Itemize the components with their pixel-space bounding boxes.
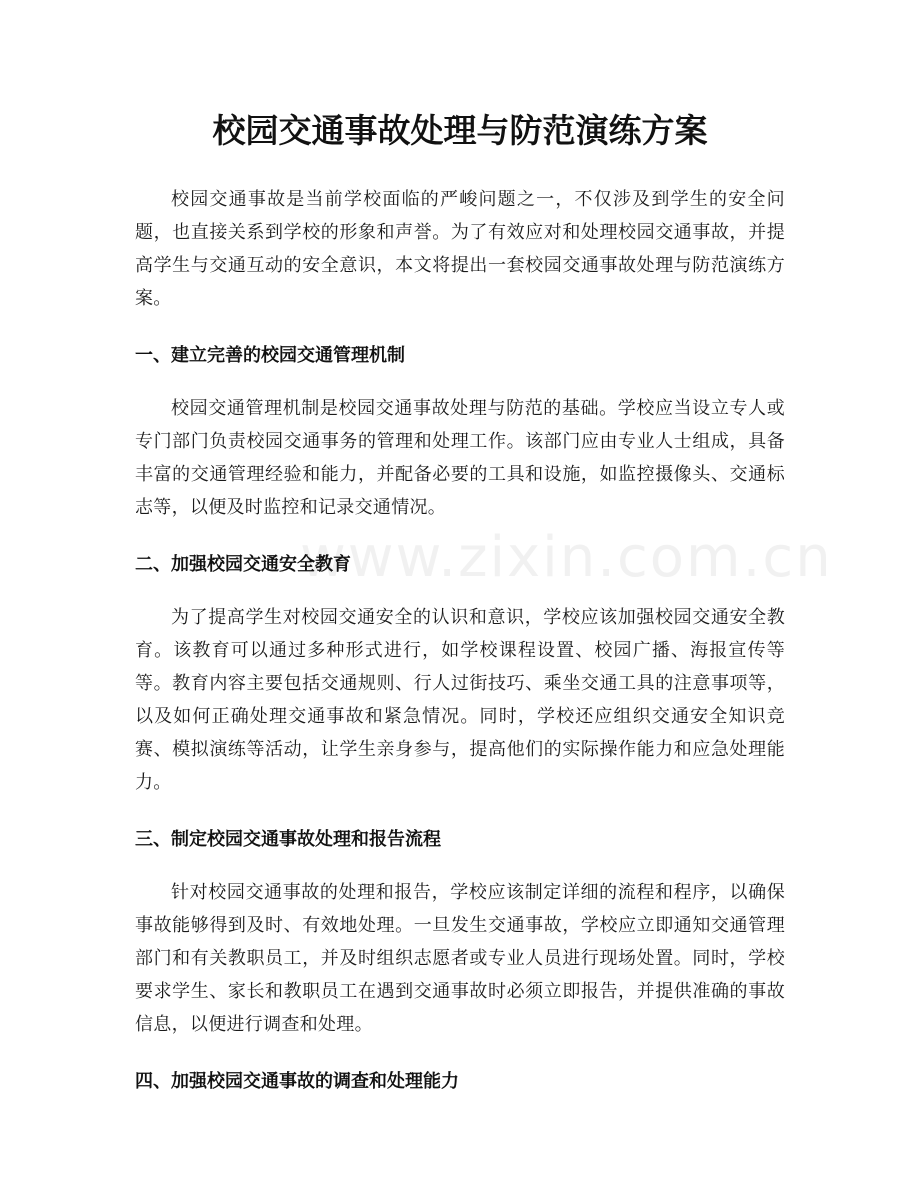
section-heading-4: 四、加强校园交通事故的调查和处理能力	[135, 1071, 459, 1092]
intro-paragraph: 校园交通事故是当前学校面临的严峻问题之一，不仅涉及到学生的安全问题，也直接关系到学校的形象和声誉。为了有效应对和处理校园交通事故，并提高学生与交通互动的安全意识，本文将提出一套校园交通事故处理与防范演练方案。	[135, 189, 785, 309]
section-heading-3: 三、制定校园交通事故处理和报告流程	[135, 829, 441, 850]
document-body	[135, 183, 785, 1098]
section-heading-1: 一、建立完善的校园交通管理机制	[135, 345, 405, 366]
watermark: www.zixin.com.cn	[300, 525, 833, 590]
section-body-2: 为了提高学生对校园交通安全的认识和意识，学校应该加强校园交通安全教育。该教育可以通过多种形式进行，如学校课程设置、校园广播、海报宣传等等。教育内容主要包括交通规则、行人过街技巧、乘坐交通工具的注意事项等，以及如何正确处理交通事故和紧急情况。同时，学校还应组织交通安全知识竞赛、模拟演练等活动，让学生亲身参与，提高他们的实际操作能力和应急处理能力。	[135, 607, 785, 793]
section-body-1: 校园交通管理机制是校园交通事故处理与防范的基础。学校应当设立专人或专门部门负责校园交通事务的管理和处理工作。该部门应由专业人士组成，具备丰富的交通管理经验和能力，并配备必要的工具和设施，如监控摄像头、交通标志等，以便及时监控和记录交通情况。	[135, 398, 785, 518]
section-body-3: 针对校园交通事故的处理和报告，学校应该制定详细的流程和程序，以确保事故能够得到及时、有效地处理。一旦发生交通事故，学校应立即通知交通管理部门和有关教职员工，并及时组织志愿者或专业人员进行现场处置。同时，学校要求学生、家长和教职员工在遇到交通事故时必须立即报告，并提供准确的事故信息，以便进行调查和处理。	[135, 882, 785, 1035]
document-title: 校园交通事故处理与防范演练方案	[212, 111, 708, 150]
section-heading-2: 二、加强校园交通安全教育	[135, 554, 351, 575]
